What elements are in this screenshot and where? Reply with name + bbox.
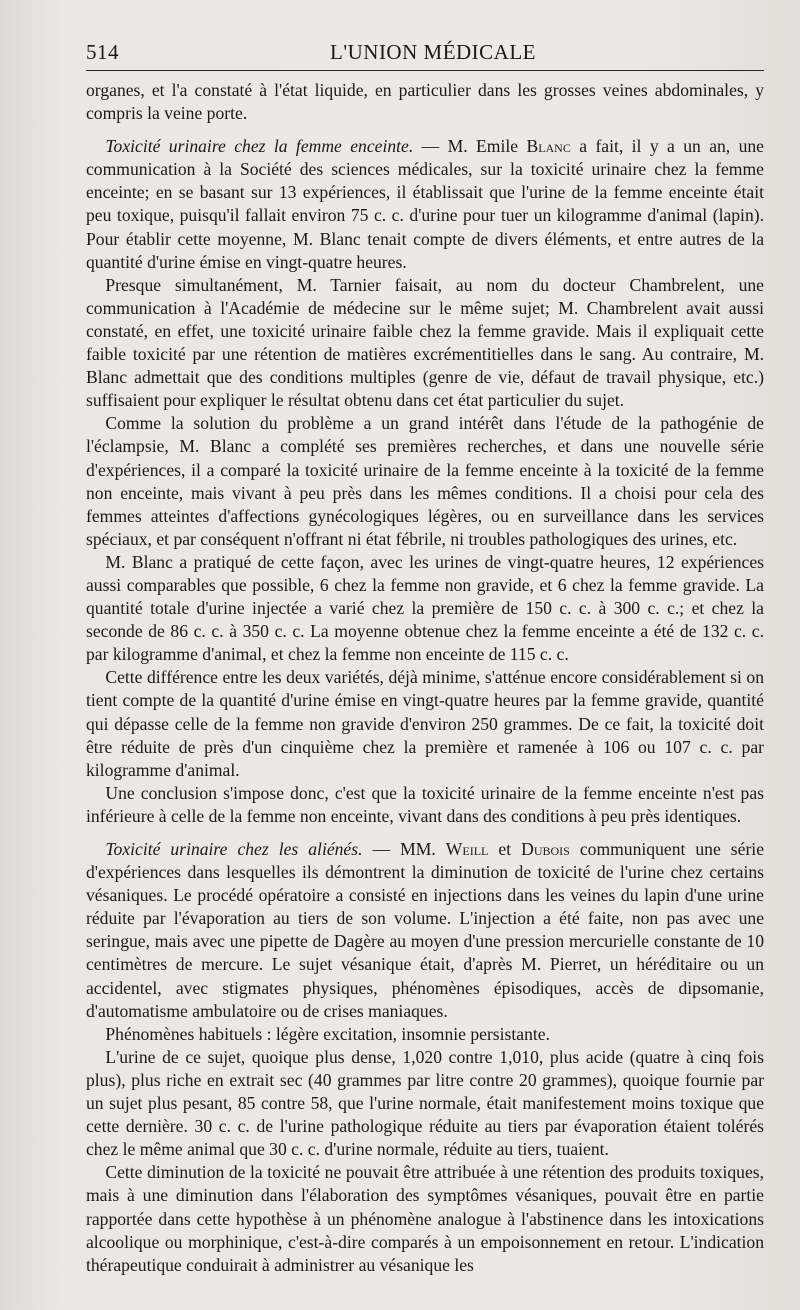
paragraph-continuation: organes, et l'a constaté à l'état liquide, en particulier dans les grosses veines abdominales, y compris la veine porte.	[86, 80, 764, 124]
paragraph: Cette diminution de la toxicité ne pouvait être attribuée à une rétention des produits toxiques, mais à une diminution dans l'élaboration des symptômes vésaniques, pouvait être en partie rapportée dans cette hypothèse à un phénomène analogue à l'abstinence dans les intoxications alcoolique ou morphinique, c'est-à-dire comparés à un empoisonnement en retour. L'indication thérapeutique conduirait à administrer au vésanique les	[86, 1162, 764, 1275]
paragraph: L'urine de ce sujet, quoique plus dense, 1,020 contre 1,010, plus acide (quatre à cinq fois plus), plus riche en extrait sec (40 grammes par litre contre 20 grammes), quoique fournie par un sujet plus pesant, 85 contre 58, que l'urine normale, était manifestement moins toxique que cette dernière. 30 c. c. de l'urine pathologique réduite au tiers par évaporation étaient tolérés chez le même animal que 30 c. c. d'urine normale, réduite au tiers, tuaient.	[86, 1046, 764, 1160]
paragraph: Phénomènes habituels : légère excitation, insomnie persistante.	[105, 1023, 550, 1044]
author-name: Blanc	[526, 136, 571, 157]
paragraph: Comme la solution du problème a un grand intérêt dans l'étude de la pathogénie de l'éclampsie, M. Blanc a complété ses premières recherches, et dans une nouvelle série d'expériences, il a comparé la toxicité urinaire de la femme enceinte à la toxicité de la femme non enceinte, mais vivant à peu près dans les mêmes conditions. Il a choisi pour cela des femmes atteintes d'affections gynécologiques légères, ou en surveillance dans les services spéciaux, et par conséquent n'offrant ni état fébrile, ni troubles pathologiques des urines, etc.	[86, 413, 764, 549]
section-heading: Toxicité urinaire chez les aliénés.	[105, 839, 363, 859]
page-number: 514	[86, 40, 119, 64]
paragraph-text: communiquent une série d'expériences dans lesquelles ils démontrent la diminution de toxicité de l'urine chez certains vésaniques. Le procédé opératoire a consisté en injections dans les veines du lapin d'une urine réduite par l'évaporation au tiers de son volume. L'injection a été faite, non pas avec une seringue, mais avec une pipette de Dagère au moyen d'une pression mercurielle constante de 10 centimètres de mercure. Le sujet vésanique était, d'après M. Pierret, un héréditaire ou un accidentel, avec stigmates physiques, phénomènes épisodiques, accès de dipsomanie, d'automatisme ambulatoire ou de crises maniaques.	[86, 839, 764, 1021]
page-header	[86, 40, 764, 70]
paragraph: Cette différence entre les deux variétés, déjà minime, s'atténue encore considérablement si on tient compte de la quantité d'urine émise en vingt-quatre heures par la femme gravide, quantité qui dépasse celle de la femme non gravide d'environ 250 grammes. De ce fait, la toxicité doit être réduite de près d'un cinquième chez la première et ramenée à 106 ou 107 c. c. par kilogramme d'animal.	[86, 667, 764, 780]
paragraph-lead: — MM.	[362, 839, 446, 859]
conjunction: et	[488, 839, 522, 859]
paragraph-toxicite-femme-enceinte	[86, 135, 764, 274]
paragraph-toxicite-alienes	[86, 838, 764, 1023]
paragraph: Une conclusion s'impose donc, c'est que la toxicité urinaire de la femme enceinte n'est pas inférieure à celle de la femme non enceinte, vivant dans des conditions à peu près identiques.	[86, 782, 764, 826]
running-title: L'UNION MÉDICALE	[330, 40, 537, 64]
section-heading: Toxicité urinaire chez la femme enceinte.	[105, 136, 414, 157]
paragraph-text: a fait, il y a un an, une communication à la Société des sciences médicales, sur la toxicité urinaire chez la femme enceinte; en se basant sur 13 expériences, il établissait que l'urine de la femme enceinte était peu toxique, puisqu'il fallait environ 75 c. c. d'urine pour tuer un kilogramme d'animal (lapin). Pour établir cette moyenne, M. Blanc tenait compte de divers éléments, et entre autres de la quantité d'urine émise en vingt-quatre heures.	[86, 136, 764, 272]
author-name: Dubois	[521, 839, 570, 859]
article-body	[86, 79, 764, 1277]
paragraph: Presque simultanément, M. Tarnier faisait, au nom du docteur Chambrelent, une communication à l'Académie de médecine sur le même sujet; M. Chambrelent avait aussi constaté, en effet, une toxicité urinaire faible chez la femme gravide. Mais il expliquait cette faible toxicité par une rétention de matières excrémentitielles dans le sang. Au contraire, M. Blanc admettait que des conditions multiples (genre de vie, défaut de travail physique, etc.) suffisaient pour expliquer le résultat obtenu dans cet état particulier du sujet.	[86, 274, 764, 411]
author-name: Weill	[445, 839, 489, 859]
paragraph: M. Blanc a pratiqué de cette façon, avec les urines de vingt-quatre heures, 12 expériences aussi comparables que possible, 6 chez la femme non gravide, et 6 chez la femme gravide. La quantité totale d'urine injectée a varié chez la première de 150 c. c. à 300 c. c.; et chez la seconde de 86 c. c. à 350 c. c. La moyenne obtenue chez la femme enceinte a été de 132 c. c. par kilogramme d'animal, et chez la femme non enceinte de 115 c. c.	[86, 551, 764, 665]
paragraph-lead: — M. Emile	[413, 136, 527, 157]
header-rule	[86, 70, 764, 71]
